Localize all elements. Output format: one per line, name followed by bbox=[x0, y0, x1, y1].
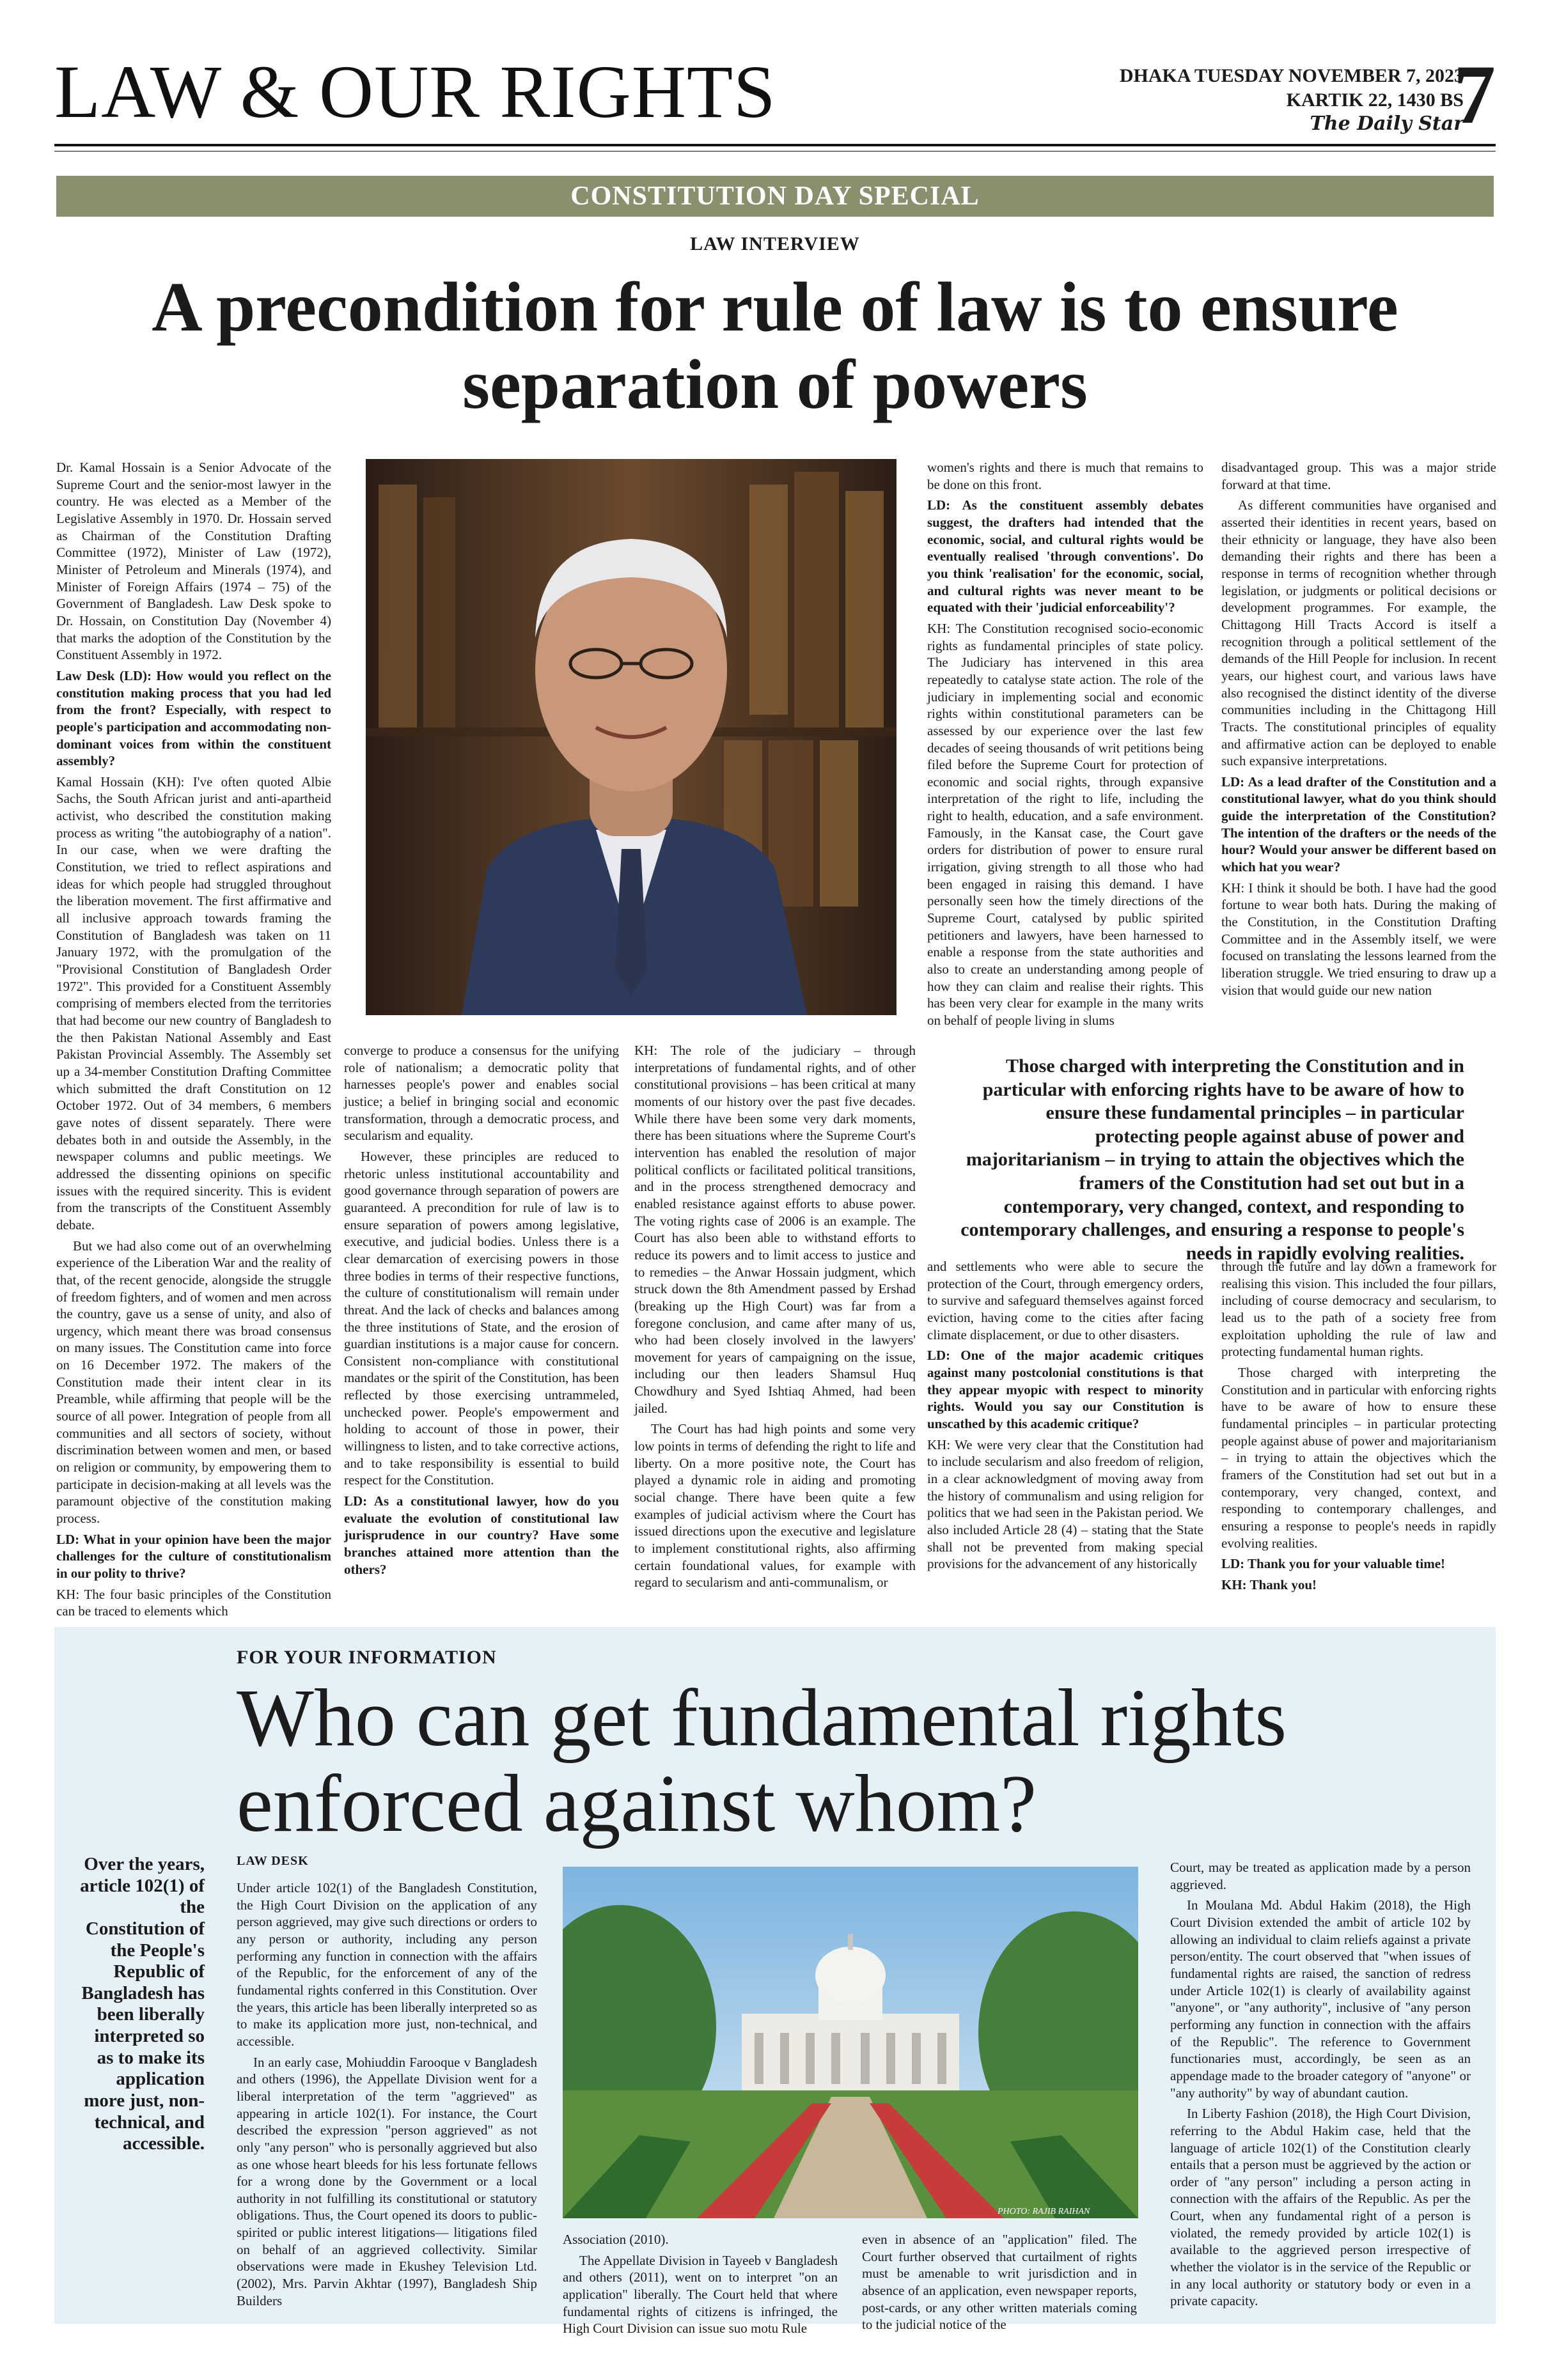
date: DHAKA TUESDAY NOVEMBER 7, 2023 bbox=[1119, 65, 1464, 86]
interview-column-5-top bbox=[1221, 459, 1496, 1002]
interview-column-3 bbox=[634, 1042, 916, 1595]
interview-headline: A precondition for rule of law is to ensure separation of powers bbox=[152, 268, 1398, 423]
court-photo bbox=[563, 1867, 1138, 2218]
masthead-rule bbox=[54, 144, 1496, 146]
body-paragraph: In Liberty Fashion (2018), the High Court Division, referring to the Abdul Hakim case, held that the language of article 102(1) of the Constitution clearly entails that a person must be aggrieved by the action or order of "any person" including a person acting in connection with the affairs of the Republic. As per the Court, when any fundamental right of a person is violated, the remedy provided by article 102(1) is available to the aggrieved person irrespective of whether the violator is in the service of the Republic or in any local authority or statutory body or even in a private capacity. bbox=[1170, 2106, 1471, 2309]
body-paragraph: KH: We were very clear that the Constitution had to include secularism and also freedom of religion, in a clear acknowledgment of moving away from the history of communalism and using religion for politics that we had seen in the Pakistan period. We also included Article 28 (4) – stating that the State shall not be prevented from making special provisions for the advancement of any historically bbox=[927, 1436, 1203, 1572]
body-paragraph: even in absence of an "application" filed. The Court further observed that curtailment of rights must be amenable to writ jurisdiction and in absence of an application, even newspaper reports, post-cards, or any other written materials coming to the judicial notice of the bbox=[862, 2232, 1137, 2333]
info-column-3 bbox=[862, 2231, 1137, 2337]
interview-column-4-top bbox=[927, 459, 1203, 1033]
body-paragraph: KH: The four basic principles of the Constitution can be traced to elements which bbox=[56, 1586, 331, 1619]
body-paragraph: In an early case, Mohiuddin Farooque v Bangladesh and others (1996), the Appellate Division went for a liberal interpretation of the term "aggrieved" as appearing in article 102(1). For instance, the Court described the expression "person aggrieved" as not only "any person" who is personally aggrieved but also as one whose heart bleeds for his less fortunate fellows for a wrong done by the Government or a local authority in not fulfilling its constitutional or statutory obligations. Thus, the Court opened its doors to public-spirited or public interest litigations— litigations filed on behalf of an aggrieved collectivity. Similar observations were made in Ekushey Television Ltd. (2002), Mrs. Parvin Akhtar (1997), Bangladesh Ship Builders bbox=[237, 2054, 537, 2308]
body-paragraph: Court, may be treated as application made by a person aggrieved. bbox=[1170, 1860, 1471, 1892]
interview-column-4-bottom bbox=[927, 1258, 1203, 1576]
body-paragraph: But we had also come out of an overwhelming experience of the Liberation War and the reality of that, of the recent genocide, alongside the struggle of freedom fighters, and of women and men across the country, gave us a sense of unity, and also of urgency, which meant there was broad consensus on many issues. The Constitution came into force on 16 December 1972. The makers of the Constitution made their intent clear in its Preamble, while affirming that people will be the source of all power. Integration of people from all communities and all sectors of society, without discrimination between women and men, or based on religion or community, by empowering them to participate in decision-making at all levels was the paramount objective of the constitution making process. bbox=[56, 1238, 331, 1527]
pull-quote: Those charged with interpreting the Constitution and in particular with enforcing rights have to be aware of how to ensure these fundamental principles – in particular protecting people against abuse of power and majoritarianism – in trying to attain the objectives which the framers of the Constitution had set out but in a contemporary, very changed, context, and responding to contemporary challenges, and ensuring a response to people's needs in rapidly evolving realities. bbox=[960, 1055, 1464, 1264]
body-paragraph: Kamal Hossain (KH): I've often quoted Albie Sachs, the South African jurist and anti-apartheid activist, who described the constitution making process as writing "the autobiography of a nation". In our case, when we were drafting the Constitution, we tried to reflect aspirations and ideas for which people had struggled throughout the liberation movement. The first affirmative and all inclusive approach towards framing the Constitution of Bangladesh was taken on 11 January 1972, with the promulgation of the "Provisional Constitution of Bangladesh Order 1972". This provided for a Constituent Assembly comprising of members elected from the territories that had become our new country of Bangladesh to the then Pakistan National Assembly and East Pakistan Provincial Assembly. The Assembly set up a 34-member Constitution Drafting Committee which submitted the draft Constitution on 12 October 1972. Out of 34 members, 6 members gave notes of dissent separately. There were debates both in and outside the Assembly, in the newspaper columns and public meetings. We addressed the dissenting opinions on specific issues with the required sincerity. This is evident from the transcripts of the Constituent Assembly debate. bbox=[56, 774, 331, 1233]
body-paragraph: Those charged with interpreting the Constitution and in particular with enforcing rights have to be aware of how to ensure these fundamental principles – in particular protecting people against abuse of power and majoritarianism – in trying to attain the objectives which the framers of the Constitution had set out but in a contemporary, very changed, context, and responding to contemporary challenges, and ensuring a response to people's needs in rapidly evolving realities. bbox=[1221, 1364, 1496, 1551]
question-paragraph: KH: Thank you! bbox=[1221, 1576, 1317, 1592]
info-headline: Who can get fundamental rights enforced against whom? bbox=[237, 1672, 1287, 1849]
special-banner: CONSTITUTION DAY SPECIAL bbox=[56, 176, 1494, 217]
body-paragraph: and settlements who were able to secure the protection of the Court, through emergency orders, to survive and safeguard themselves against forced eviction, having come to the cities after facing climate displacement, or due to other disasters. bbox=[927, 1259, 1203, 1342]
side-quote: Over the years, article 102(1) of the Constitution of the People's Republic of Bangladesh has been liberally interpreted so as to make its application more just, non-technical, and accessible. bbox=[80, 1854, 205, 2154]
body-paragraph: Association (2010). bbox=[563, 2232, 669, 2247]
byline: LAW DESK bbox=[237, 1854, 309, 1868]
question-paragraph: LD: As a lead drafter of the Constitution and a constitutional lawyer, what do you think should guide the interpretation of the Constitution? The intention of the drafters or the needs of the hour? Would your answer be different based on which hat you wear? bbox=[1221, 774, 1496, 875]
body-paragraph: Under article 102(1) of the Bangladesh Constitution, the High Court Division on the application of any person aggrieved, may give such directions or orders to any person or authority, including any person performing any function in connection with the affairs of the Republic, for the enforcement of any of the fundamental rights conferred in this Constitution. Over the years, this article has been liberally interpreted so as to make its application more just, non-technical, and accessible. bbox=[237, 1880, 537, 2049]
portrait-illustration bbox=[366, 459, 896, 1015]
portrait-photo bbox=[366, 459, 896, 1015]
dateline bbox=[1120, 64, 1464, 136]
body-paragraph: KH: The Constitution recognised socio-economic rights as fundamental principles of state policy. The Judiciary has intervened in this area repeatedly to catalyse state action. The role of the judiciary in implementing social and economic rights within constitutional parameters can be assessed by our experience over the last few decades of seeing thousands of writ petitions being filed before the Supreme Court for protection of economic and social rights, through expansive interpretation of the right to life, including the right to health, education, and a safe environment. Famously, in the Kansat case, the Court gave orders for distribution of power to ensure rural irrigation, giving strength to all those who had been engaged in raising this demand. I have personally seen how the timely directions of the Supreme Court, catalysed by public spirited petitioners and lawyers, have been harnessed to enable a response from the state authorities and also to create an understanding among people of how they can claim and realise their rights. This has been very clear for example in the many writs on behalf of people living in slums bbox=[927, 620, 1203, 1028]
body-paragraph: through the future and lay down a framework for realising this vision. This included the four pillars, including of course democracy and secularism, to lead us to the path of a society free from exploitation upholding the rule of law and protecting fundamental human rights. bbox=[1221, 1259, 1496, 1360]
body-paragraph: disadvantaged group. This was a major stride forward at that time. bbox=[1221, 460, 1496, 492]
question-paragraph: LD: One of the major academic critiques against many postcolonial constitutions is that they appear myopic with respect to minority rights. Would you say our Constitution is unscathed by this academic critique? bbox=[927, 1348, 1203, 1431]
info-kicker: FOR YOUR INFORMATION bbox=[237, 1647, 497, 1668]
body-paragraph: converge to produce a consensus for the unifying role of nationalism; a democratic polity that harnesses people's power and enables social justice; a belief in bringing social and economic transformation, through a democratic process, and secularism and equality. bbox=[344, 1043, 619, 1144]
body-paragraph: However, these principles are reduced to rhetoric unless institutional accountability and good governance through separation of powers are guaranteed. A precondition for rule of law is to ensure separation of powers among legislative, executive, and judicial bodies. Unless there is a clear demarcation of exercising powers in those three bodies in terms of their respective functions, the culture of constitutionalism will remain under threat. And the lack of checks and balances among the three institutions of State, and the erosion of guardian institutions is a major cause for concern. Consistent non-compliance with constitutional mandates or the spirit of the Constitution, has been reflected by those exercising untrammeled, unchecked power. People's empowerment and holding to account of those in power, their willingness to listen, and to take corrective actions, and to take responsibility is essential to build respect for the Constitution. bbox=[344, 1148, 619, 1488]
question-paragraph: LD: As the constituent assembly debates suggest, the drafters had intended that the economic, social, and cultural rights would be eventually realised 'through conventions'. Do you think 'realisation' for the economic, social, and cultural rights was never meant to be equated with their 'judicial enforceability'? bbox=[927, 497, 1203, 616]
question-paragraph: Law Desk (LD): How would you reflect on the constitution making process that you had led from the front? Especially, with respect to people's participation and accommodating non-dominant voices from within the constituent assembly? bbox=[56, 667, 331, 769]
interview-column-2 bbox=[344, 1042, 619, 1582]
paper-name: The Daily Star bbox=[1310, 113, 1464, 135]
body-paragraph: KH: The role of the judiciary – through interpretations of fundamental rights, and of other constitutional provisions – has been critical at many moments of our history over the past five decades. While there have been some very dark moments, there has been situations where the Supreme Court's intervention has enabled the resolution of major political conflicts or facilitated political transitions, and in the process strengthened democracy and enabled resistance against efforts to abuse power. The voting rights case of 2006 is an example. The Court has also been able to withstand efforts to reduce its powers and to limit access to justice and to remedies – the Anwar Hossain judgment, which struck down the 8th Amendment passed by Ershad (breaking up the High Court) was far from a foregone conclusion, and came after many of us, who had been closely involved in the lawyers' movement for years of campaigning on the issue, including our then leaders Shamsul Huq Chowdhury and Syed Ishtiaq Ahmed, had been jailed. bbox=[634, 1043, 916, 1416]
body-paragraph: In Moulana Md. Abdul Hakim (2018), the High Court Division extended the ambit of article 102 by allowing an individual to claim reliefs against a private person/entity. The court observed that "when issues of fundamental rights are raised, the sanction of redress under Article 102(1) is clearly of availability against "anyone", or "any authority", inclusive of "any person performing any function in connection with the affairs of the Republic". The reference to Government functionaries must, accordingly, be seen as an appendage made to the broader category of "anyone" or "any authority" by way of abundant caution. bbox=[1170, 1897, 1471, 2101]
info-column-2 bbox=[563, 2231, 838, 2341]
section-title: LAW & OUR RIGHTS bbox=[54, 50, 776, 134]
body-paragraph: The Court has had high points and some very low points in terms of defending the right to life and liberty. On a more positive note, the Court has played a dynamic role in aiding and promoting social change. There have been quite a few examples of judicial activism where the Court has issued directions upon the executive and legislature to implement constitutional rights, also affirming certain foundational values, for example with regard to secularism and anti-communalism, or bbox=[634, 1421, 916, 1591]
question-paragraph: LD: What in your opinion have been the major challenges for the culture of constitutionalism in our polity to thrive? bbox=[56, 1531, 331, 1581]
interview-kicker: LAW INTERVIEW bbox=[690, 233, 860, 254]
body-paragraph: As different communities have organised and asserted their identities in recent years, based on their ethnicity or language, they have also been demanding their rights and there has been a response in terms of recognition whether through legislation, or judgments or political decisions or development programmes. For example, the Chittagong Hill Tracts Accord is itself a recognition through a political settlement of the demands of the Hill People for inclusion. In recent years, our highest court, and various laws have also recognised the distinct identity of the diverse communities including in the Chittagong Hill Tracts. The constitutional principles of equality and affirmative action can be deployed to enable such expansive interpretations. bbox=[1221, 497, 1496, 769]
bangla-date: KARTIK 22, 1430 BS bbox=[1286, 89, 1464, 111]
interview-column-5-bottom bbox=[1221, 1258, 1496, 1597]
question-paragraph: LD: As a constitutional lawyer, how do you evaluate the evolution of constitutional law jurisprudence in our country? Have some branches attained more attention than the others? bbox=[344, 1493, 619, 1577]
question-paragraph: LD: Thank you for your valuable time! bbox=[1221, 1556, 1446, 1572]
body-paragraph: KH: I think it should be both. I have had the good fortune to wear both hats. During the making of the Constitution, in the Constitution Drafting Committee and in the Assembly itself, we were focused on translating the lessons learned from the liberation struggle. We tried ensuring to draw up a vision that would guide our new nation bbox=[1221, 880, 1496, 998]
body-paragraph: The Appellate Division in Tayeeb v Bangladesh and others (2011), went on to interpret "on an application" liberally. The Court held that where fundamental rights of citizens is infringed, the High Court Division can issue suo motu Rule bbox=[563, 2252, 838, 2337]
body-paragraph: Dr. Kamal Hossain is a Senior Advocate of the Supreme Court and the senior-most lawyer in the country. He was elected as a Member of the Legislative Assembly in 1970. Dr. Hossain served as Chairman of the Constitution Drafting Committee (1972), Minister of Law (1972), Minister of Petroleum and Minerals (1974), and Minister of Foreign Affairs (1974 – 75) of the Government of Bangladesh. Law Desk spoke to Dr. Hossain, on Constitution Day (November 4) that marks the adoption of the Constitution by the Constituent Assembly in 1972. bbox=[56, 460, 331, 663]
photo-credit: PHOTO: RAJIB RAIHAN bbox=[998, 2207, 1090, 2216]
high-court-illustration bbox=[563, 1867, 1138, 2218]
body-paragraph: women's rights and there is much that remains to be done on this front. bbox=[927, 460, 1203, 492]
interview-column-1 bbox=[56, 459, 331, 1624]
info-column-1 bbox=[237, 1879, 537, 2313]
page-number: 7 bbox=[1453, 47, 1496, 141]
masthead-rule-thin bbox=[54, 151, 1496, 152]
info-column-4 bbox=[1170, 1859, 1471, 2314]
